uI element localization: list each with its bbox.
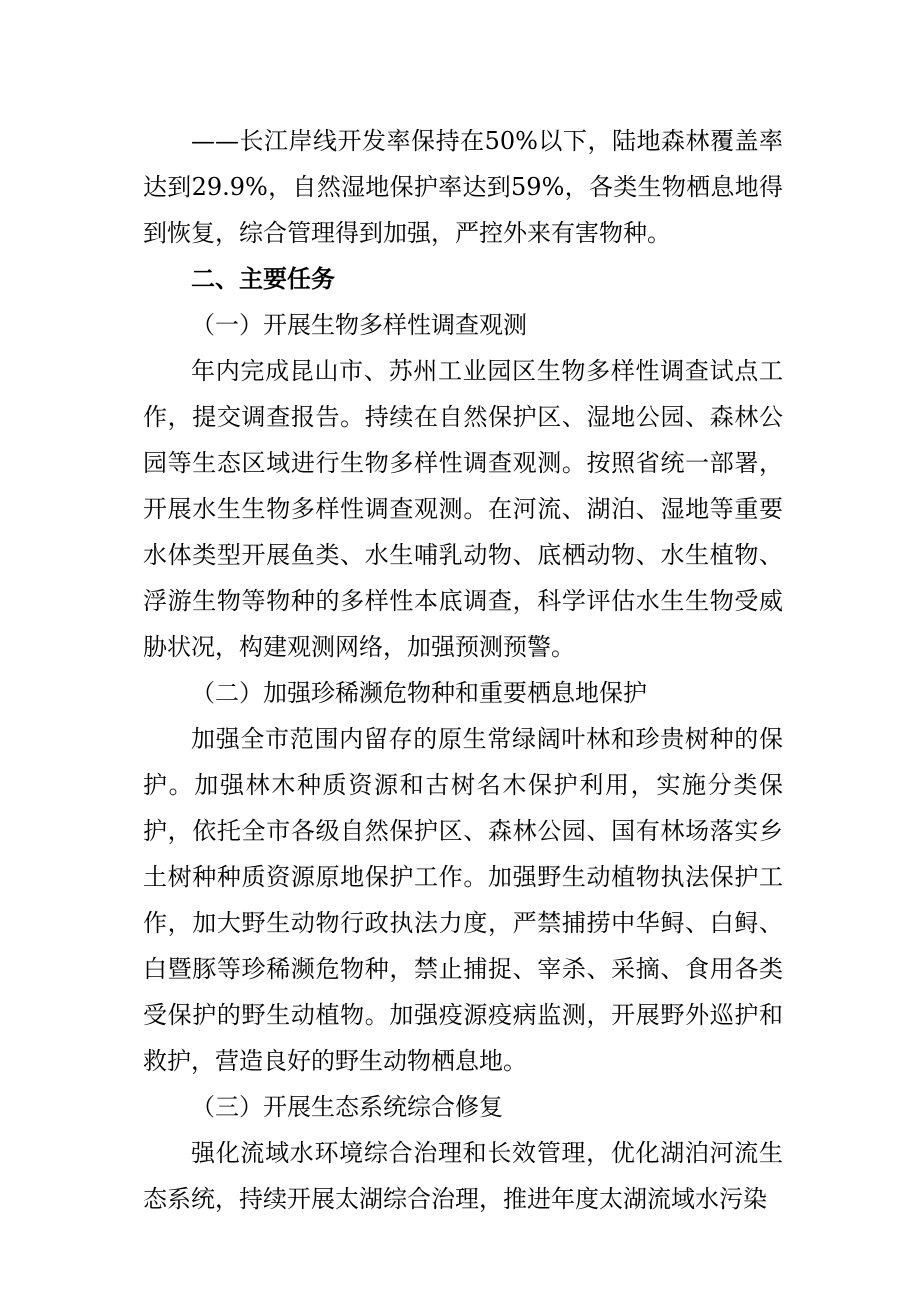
section-heading-main-tasks: 二、主要任务 (191, 265, 335, 293)
subsection-heading-ecosystem-restoration: （三）开展生态系统综合修复 (191, 1093, 503, 1121)
document-body (143, 118, 783, 1222)
subsection-heading-species-protection: （二）加强珍稀濒危物种和重要栖息地保护 (191, 679, 647, 707)
paragraph-ecosystem-restoration: 强化流域水环境综合治理和长效管理，优化湖泊河流生态系统，持续开展太湖综合治理，推进年度太湖流域水污染 (143, 1139, 783, 1213)
paragraph-survey: 年内完成昆山市、苏州工业园区生物多样性调查试点工作，提交调查报告。持续在自然保护区、湿地公园、森林公园等生态区域进行生物多样性调查观测。按照省统一部署，开展水生生物多样性调查观测。在河流、湖泊、湿地等重要水体类型开展鱼类、水生哺乳动物、底栖动物、水生植物、浮游生物等物种的多样性本底调查，科学评估水生生物受威胁状况，构建观测网络，加强预测预警。 (143, 357, 783, 661)
paragraph-targets: ——长江岸线开发率保持在50%以下，陆地森林覆盖率达到29.9%，自然湿地保护率达到59%，各类生物栖息地得到恢复，综合管理得到加强，严控外来有害物种。 (143, 127, 783, 247)
subsection-heading-survey: （一）开展生物多样性调查观测 (191, 311, 527, 339)
paragraph-species-protection: 加强全市范围内留存的原生常绿阔叶林和珍贵树种的保护。加强林木种质资源和古树名木保护利用，实施分类保护，依托全市各级自然保护区、森林公园、国有林场落实乡土树种种质资源原地保护工作。加强野生动植物执法保护工作，加大野生动物行政执法力度，严禁捕捞中华鲟、白鲟、白暨豚等珍稀濒危物种，禁止捕捉、宰杀、采摘、食用各类受保护的野生动植物。加强疫源疫病监测，开展野外巡护和救护，营造良好的野生动物栖息地。 (143, 725, 783, 1075)
